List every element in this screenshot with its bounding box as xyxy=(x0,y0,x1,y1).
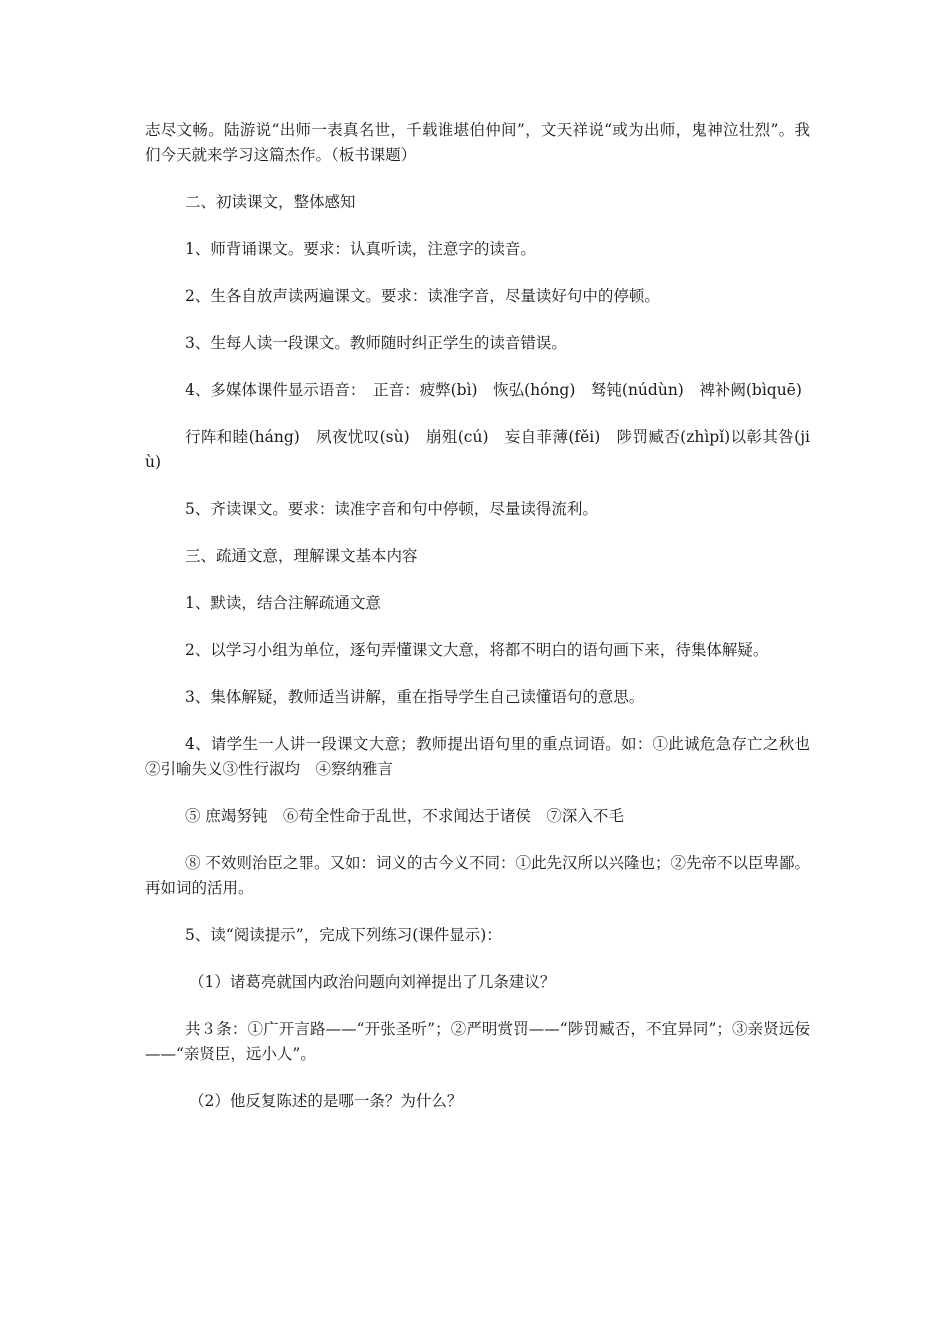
pronunciation-list: 行阵和睦(háng) 夙夜忧叹(sù) 崩殂(cú) 妄自菲薄(fěi) 陟罚臧否(zhìpǐ)以彰其咎(jiù) xyxy=(145,428,810,471)
question-1: （1）诸葛亮就国内政治问题向刘禅提出了几条建议？ xyxy=(189,973,556,991)
step-2-4: 4、多媒体课件显示语音： 正音：疲弊(bì) 恢弘(hóng) 驽钝(núdùn) 裨补阙(bìquē) xyxy=(185,381,802,399)
step-3-1: 1、默读，结合注解疏通文意 xyxy=(185,594,381,612)
key-words-list: ⑤ 庶竭努钝 ⑥苟全性命于乱世，不求闻达于诸侯 ⑦深入不毛 xyxy=(185,807,624,825)
section-heading-3: 三、疏通文意，理解课文基本内容 xyxy=(185,547,418,565)
answer-1: 共３条：①广开言路——“开张圣听”；②严明赏罚——“陟罚臧否，不宜异同”；③亲贤远佞——“亲贤臣，远小人”。 xyxy=(145,1020,810,1063)
intro-paragraph: 志尽文畅。陆游说“出师一表真名世，千载谁堪伯仲间”，文天祥说“或为出师，鬼神泣壮烈”。我们今天就来学习这篇杰作。（板书课题） xyxy=(145,121,810,164)
step-3-4: 4、请学生一人讲一段课文大意；教师提出语句里的重点词语。如：①此诚危急存亡之秋也 ②引喻失义③性行淑均 ④察纳雅言 xyxy=(145,735,826,778)
step-2-2: 2、生各自放声读两遍课文。要求：读准字音，尽量读好句中的停顿。 xyxy=(185,287,660,305)
step-3-3: 3、集体解疑，教师适当讲解，重在指导学生自己读懂语句的意思。 xyxy=(185,688,645,706)
step-2-1: 1、师背诵课文。要求：认真听读，注意字的读音。 xyxy=(185,240,536,258)
question-2: （2）他反复陈述的是哪一条？为什么？ xyxy=(189,1092,463,1110)
section-heading-2: 二、初读课文，整体感知 xyxy=(185,193,356,211)
step-3-2: 2、以学习小组为单位，逐句弄懂课文大意，将都不明白的语句画下来，待集体解疑。 xyxy=(185,641,769,659)
document-body xyxy=(145,118,826,1136)
step-2-5: 5、齐读课文。要求：读准字音和句中停顿，尽量读得流利。 xyxy=(185,500,598,518)
step-3-5: 5、读“阅读提示”，完成下列练习(课件显示)： xyxy=(185,926,502,944)
key-words-continued: ⑧ 不效则治臣之罪。又如：词义的古今义不同：①此先汉所以兴隆也；②先帝不以臣卑鄙。再如词的活用。 xyxy=(145,854,810,897)
step-2-3: 3、生每人读一段课文。教师随时纠正学生的读音错误。 xyxy=(185,334,567,352)
